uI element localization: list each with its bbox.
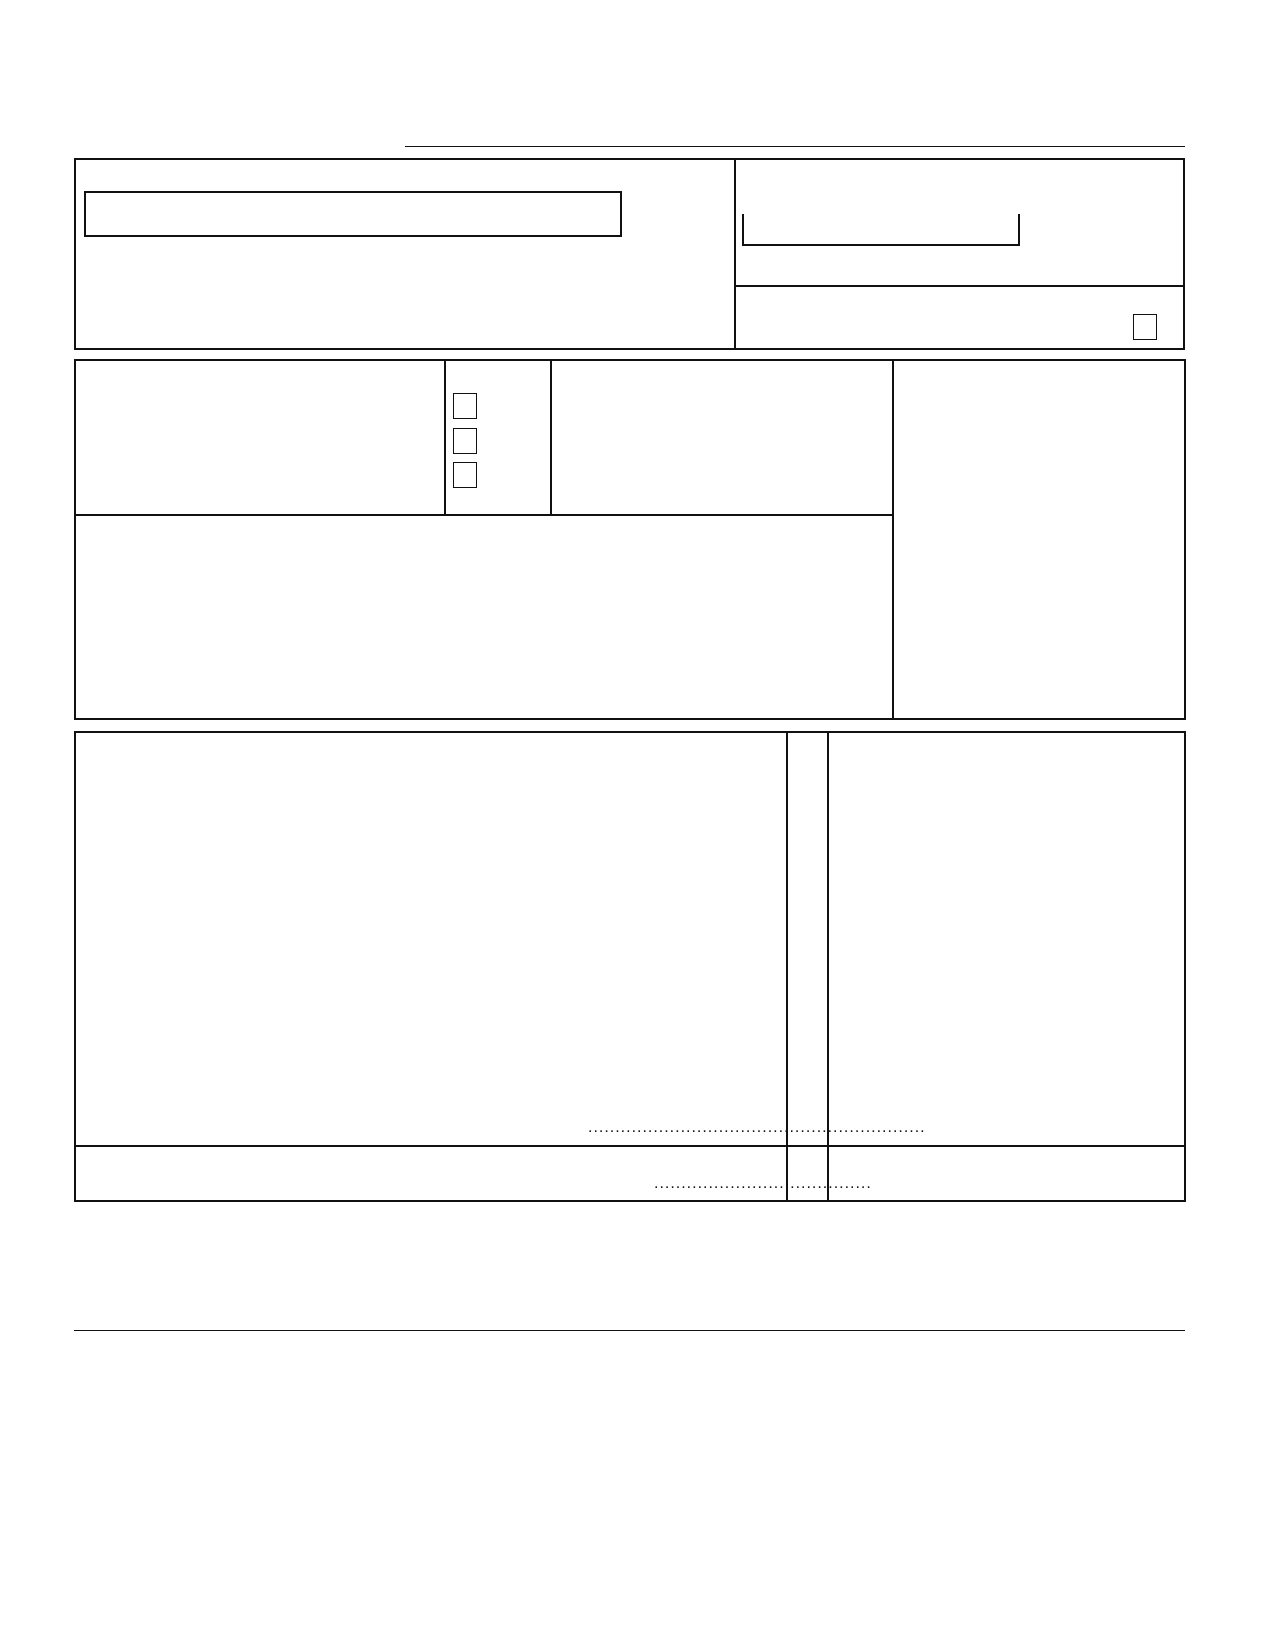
row-h-amount-input[interactable] (829, 1066, 1184, 1144)
id-type-divider-right (550, 359, 552, 515)
header-rule (405, 146, 1185, 147)
id-type-divider-left (444, 359, 446, 515)
signature-date-input[interactable] (636, 1280, 1184, 1328)
date-divider (734, 285, 1185, 287)
property-section (74, 158, 1185, 350)
name-divider (74, 514, 892, 516)
seller-type-divider (892, 359, 894, 720)
property-divider (734, 158, 736, 350)
seller-section (74, 359, 1186, 720)
itin-checkbox[interactable] (453, 462, 477, 488)
signature-line (74, 1330, 1185, 1331)
fein-checkbox[interactable] (453, 428, 477, 454)
row-h-leader-dots: .............................................................. (588, 1119, 926, 1136)
ssn-checkbox[interactable] (453, 393, 477, 419)
property-account-input[interactable] (84, 191, 622, 237)
barcode (774, 1490, 1184, 1560)
row-i-leader-dots: ........................................ (654, 1175, 872, 1192)
date-of-transfer-input[interactable] (742, 214, 1020, 246)
row-i-amount-input[interactable] (829, 1147, 1184, 1200)
installment-checkbox[interactable] (1133, 314, 1157, 340)
signature-input[interactable] (74, 1280, 614, 1328)
